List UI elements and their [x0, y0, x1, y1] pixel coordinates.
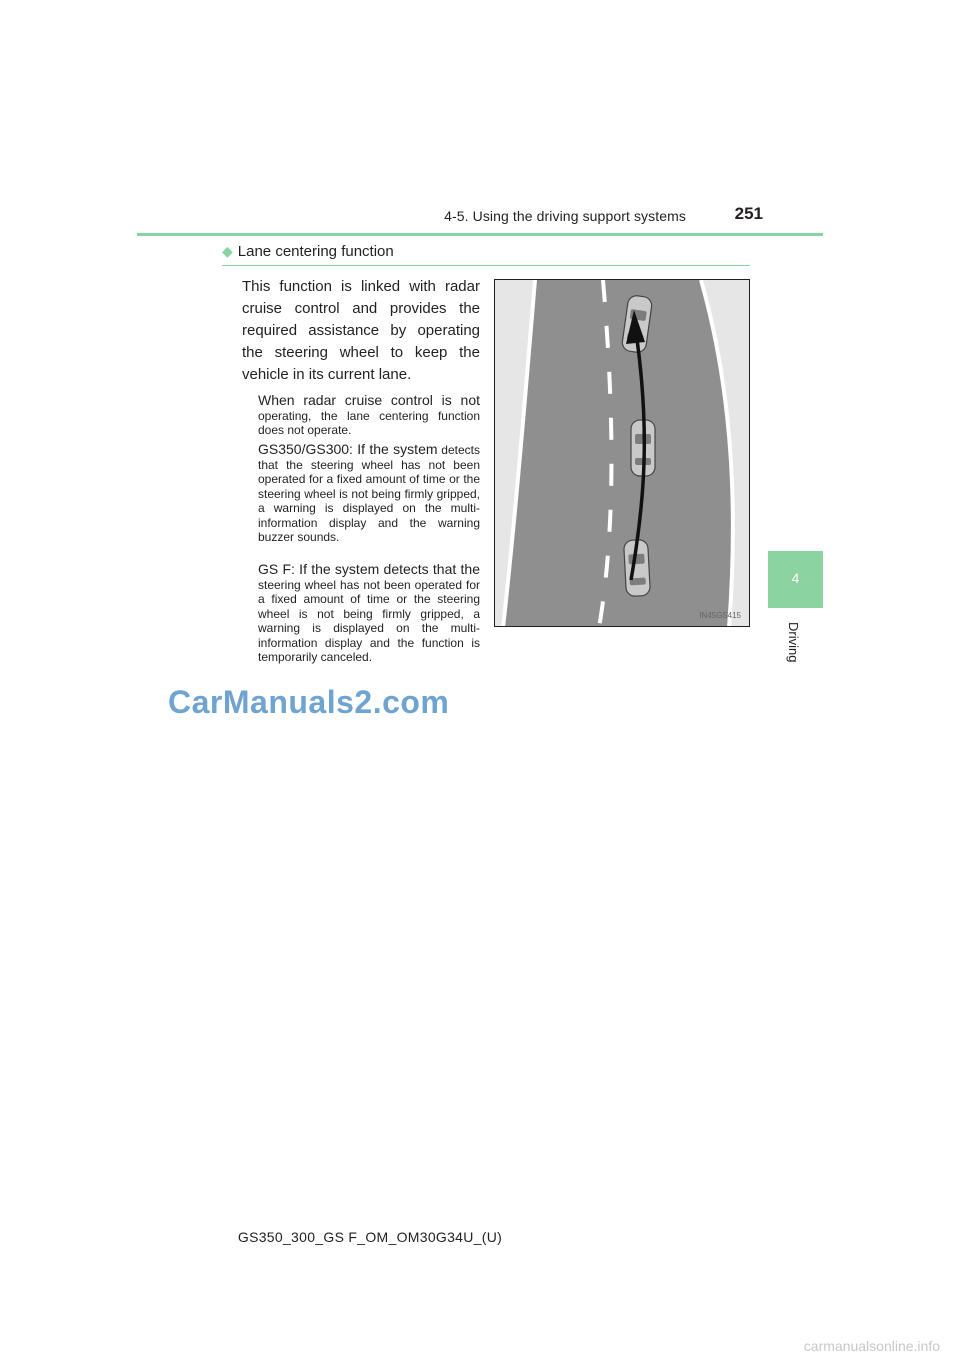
chapter-label: Driving — [786, 622, 801, 663]
chapter-tab — [768, 551, 823, 608]
section-rule — [222, 265, 750, 266]
note-gs-f — [258, 562, 480, 665]
note-lead: GS350/GS300: If the system — [258, 441, 438, 457]
section-body: This function is linked with radar cruise control and provides the required assistance by operating the steering wheel to keep the vehicle in its current lane. — [242, 278, 480, 383]
figure-code: IN45GS415 — [699, 611, 741, 620]
section-heading — [222, 243, 394, 260]
note-lead: When radar cruise control is not — [258, 392, 480, 408]
page-number: 251 — [734, 204, 763, 223]
note-lead: GS F: If the system detects that the — [258, 561, 480, 577]
note-text: operating, the lane centering function does not operate. — [258, 408, 480, 437]
chapter-label-wrap — [785, 622, 805, 672]
note-radar-cruise — [258, 393, 480, 438]
note-text: steering wheel has not been operated for a fixed amount of time or the steering wheel is not being firmly gripped, a warning is displayed on the multi-information display and the function is temporarily canceled. — [258, 577, 480, 664]
watermark-text: CarManuals2.com — [168, 684, 450, 720]
road-surface — [503, 280, 733, 627]
header-rule — [137, 233, 823, 236]
note-gs350-gs300 — [258, 442, 480, 545]
corner-watermark: carmanualsonline.info — [803, 1338, 940, 1354]
running-header: 4-5. Using the driving support systems — [444, 208, 686, 224]
footer-document-code: GS350_300_GS F_OM_OM30G34U_(U) — [237, 1229, 503, 1245]
chapter-number: 4 — [791, 570, 800, 586]
diamond-bullet-icon: ◆ — [222, 243, 233, 259]
note-text: detects that the steering wheel has not been operated for a fixed amount of time or the steering wheel is not being firmly gripped, a warning is displayed on the multi-information display and the warning buzzer sounds. — [258, 443, 480, 544]
lane-centering-illustration — [494, 279, 750, 627]
section-heading-text: Lane centering function — [237, 243, 394, 260]
lane-centering-diagram — [495, 280, 750, 627]
